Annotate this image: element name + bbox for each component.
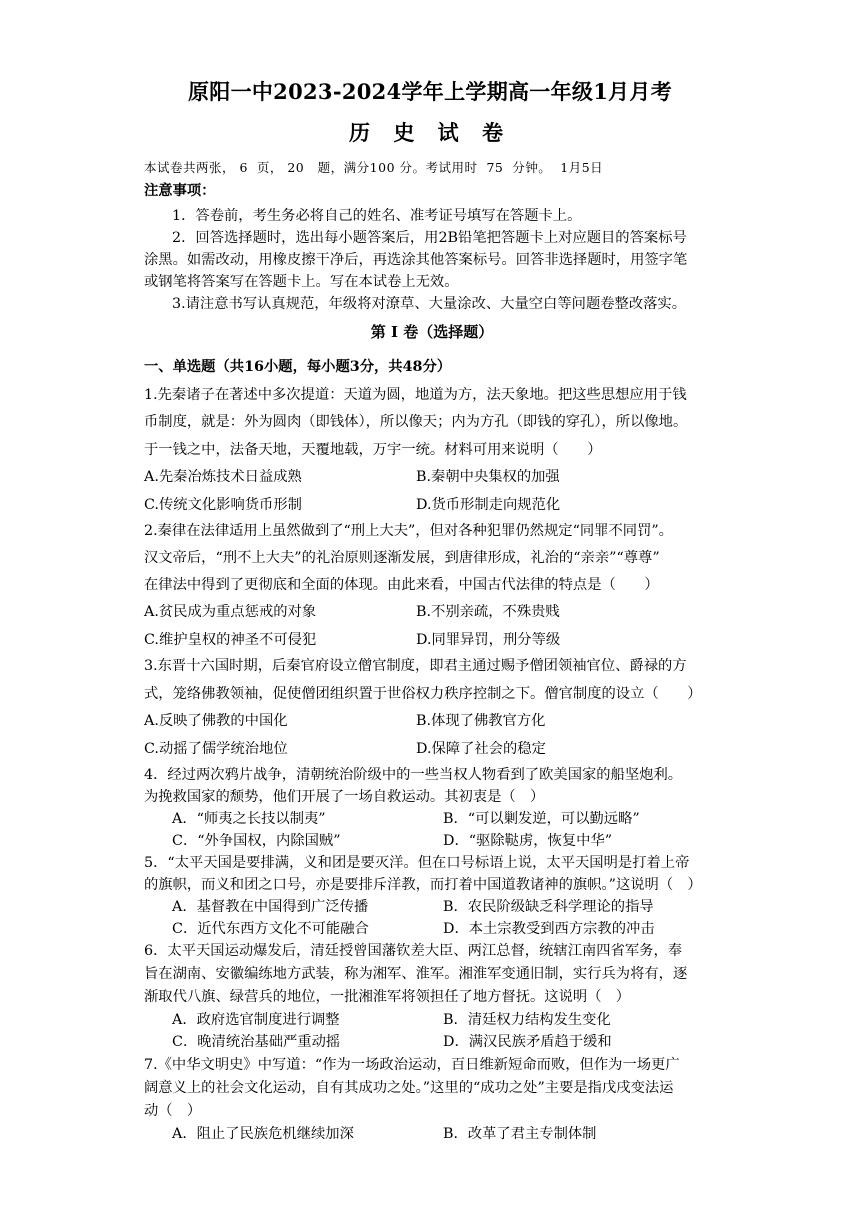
question-5-option-d[interactable]: D．本土宗教受到西方宗教的冲击 — [443, 921, 655, 937]
question-2-stem: 在律法中得到了更彻底和全面的体现。由此来看，中国古代法律的特点是（ ） — [144, 577, 659, 593]
question-2-option-c[interactable]: C.维护皇权的神圣不可侵犯 — [144, 632, 317, 648]
question-5-option-a[interactable]: A．基督教在中国得到广泛传播 — [172, 899, 369, 915]
notice-line: 或钢笔将答案写在答题卡上。写在本试卷上无效。 — [144, 274, 459, 290]
question-2-option-a[interactable]: A.贫民成为重点惩戒的对象 — [144, 604, 317, 620]
question-4-option-a[interactable]: A．“师夷之长技以制夷” — [172, 811, 326, 827]
question-7-option-b[interactable]: B．改革了君主专制体制 — [443, 1126, 597, 1142]
question-6-option-c[interactable]: C．晚清统治基础严重动摇 — [172, 1034, 341, 1050]
question-3-option-d[interactable]: D.保障了社会的稳定 — [416, 741, 546, 757]
question-1-stem: 币制度，就是：外为圆肉（即钱体），所以像天；内为方孔（即钱的穿孔），所以像地。 — [144, 414, 688, 430]
question-6-stem: 6．太平天国运动爆发后，清廷授曾国藩钦差大臣、两江总督，统辖江南四省军务，奉 — [144, 943, 683, 959]
part-title: 第 I 卷（选择题） — [370, 323, 494, 341]
notice-line: 2．回答选择题时，选出每小题答案后，用2B铅笔把答题卡上对应题目的答案标号 — [172, 230, 687, 246]
question-2-stem: 2.秦律在法律适用上虽然做到了“刑上大夫”，但对各种犯罪仍然规定“同罪不同罚”。 — [144, 523, 673, 539]
question-1-option-c[interactable]: C.传统文化影响货币形制 — [144, 497, 302, 513]
question-1-option-b[interactable]: B.秦朝中央集权的加强 — [416, 469, 560, 485]
notice-heading: 注意事项： — [144, 183, 216, 199]
question-1-stem: 1.先秦诸子在著述中多次提道：天道为圆，地道为方，法天象地。把这些思想应用于钱 — [144, 387, 687, 403]
question-6-stem: 渐取代八旗、绿营兵的地位，一批湘淮军将领担任了地方督抚。这说明（ ） — [144, 989, 631, 1005]
question-4-option-c[interactable]: C．“外争国权，内除国贼” — [172, 833, 341, 849]
question-5-stem: 的旗帜，而义和团之口号，亦是要排斥洋教，而打着中国道教诸神的旗帜。”这说明（ ） — [144, 877, 702, 893]
question-5-stem: 5．“太平天国是要排满，义和团是要灭洋。但在口号标语上说，太平天国明是打着上帝 — [144, 855, 690, 871]
question-3-option-c[interactable]: C.动摇了儒学统治地位 — [144, 741, 288, 757]
exam-info: 本试卷共两张， 6 页， 20 题，满分100 分。考试用时 75 分钟。 1月5日 — [144, 160, 604, 175]
question-7-stem: 阔意义上的社会文化运动，自有其成功之处。”这里的“成功之处”主要是指戊戌变法运 — [144, 1080, 674, 1096]
question-4-stem: 为挽救国家的颓势，他们开展了一场自救运动。其初衷是（ ） — [144, 789, 545, 805]
question-4-option-d[interactable]: D．“驱除鞑虏，恢复中华” — [443, 833, 613, 849]
notice-line: 1．答卷前，考生务必将自己的姓名、准考证号填写在答题卡上。 — [172, 208, 582, 224]
question-7-stem: 7.《中华文明史》中写道：“作为一场政治运动，百日维新短命而败，但作为一场更广 — [144, 1057, 680, 1073]
question-7-option-a[interactable]: A．阻止了民族危机继续加深 — [172, 1126, 354, 1142]
question-3-stem: 3.东晋十六国时期，后秦官府设立僧官制度，即君主通过赐予僧团领袖官位、爵禄的方 — [144, 658, 687, 674]
question-5-option-b[interactable]: B．农民阶级缺乏科学理论的指导 — [443, 899, 654, 915]
question-2-option-d[interactable]: D.同罪异罚，刑分等级 — [416, 632, 561, 648]
question-5-option-c[interactable]: C．近代东西方文化不可能融合 — [172, 921, 369, 937]
question-6-option-a[interactable]: A．政府选官制度进行调整 — [172, 1012, 340, 1028]
question-4-option-b[interactable]: B．“可以剿发逆，可以勤远略” — [443, 811, 640, 827]
section-title: 一、单选题（共16小题，每小题3分，共48分） — [144, 359, 452, 375]
exam-title: 原阳一中2023-2024学年上学期高一年级1月月考 — [187, 79, 673, 104]
question-3-option-b[interactable]: B.体现了佛教官方化 — [416, 713, 546, 729]
question-4-stem: 4．经过两次鸦片战争，清朝统治阶级中的一些当权人物看到了欧美国家的船坚炮利。 — [144, 767, 683, 783]
question-2-stem: 汉文帝后，“刑不上大夫”的礼治原则逐渐发展，到唐律形成，礼治的“亲亲”“尊尊” — [144, 550, 660, 566]
question-3-stem: 式，笼络佛教领袖，促使僧团组织置于世俗权力秩序控制之下。僧官制度的设立（ ） — [144, 686, 702, 702]
question-6-option-d[interactable]: D．满汉民族矛盾趋于缓和 — [443, 1034, 612, 1050]
question-2-option-b[interactable]: B.不别亲疏，不殊贵贱 — [416, 604, 560, 620]
question-1-option-d[interactable]: D.货币形制走向规范化 — [416, 497, 561, 513]
subject-title: 历 史 试 卷 — [349, 120, 511, 145]
question-6-option-b[interactable]: B．清廷权力结构发生变化 — [443, 1012, 611, 1028]
question-6-stem: 旨在湖南、安徽编练地方武装，称为湘军、淮军。湘淮军变通旧制，实行兵为将有，逐 — [144, 966, 688, 982]
notice-line: 涂黑。如需改动，用橡皮擦干净后，再选涂其他答案标号。回答非选择题时，用签字笔 — [144, 252, 688, 268]
notice-line: 3.请注意书写认真规范，年级将对潦草、大量涂改、大量空白等问题卷整改落实。 — [172, 296, 687, 312]
question-1-option-a[interactable]: A.先秦冶炼技术日益成熟 — [144, 469, 302, 485]
question-3-option-a[interactable]: A.反映了佛教的中国化 — [144, 713, 288, 729]
question-7-stem: 动（ ） — [144, 1103, 202, 1119]
question-1-stem: 于一钱之中，法备天地，天覆地载，万宇一统。材料可用来说明（ ） — [144, 442, 602, 458]
